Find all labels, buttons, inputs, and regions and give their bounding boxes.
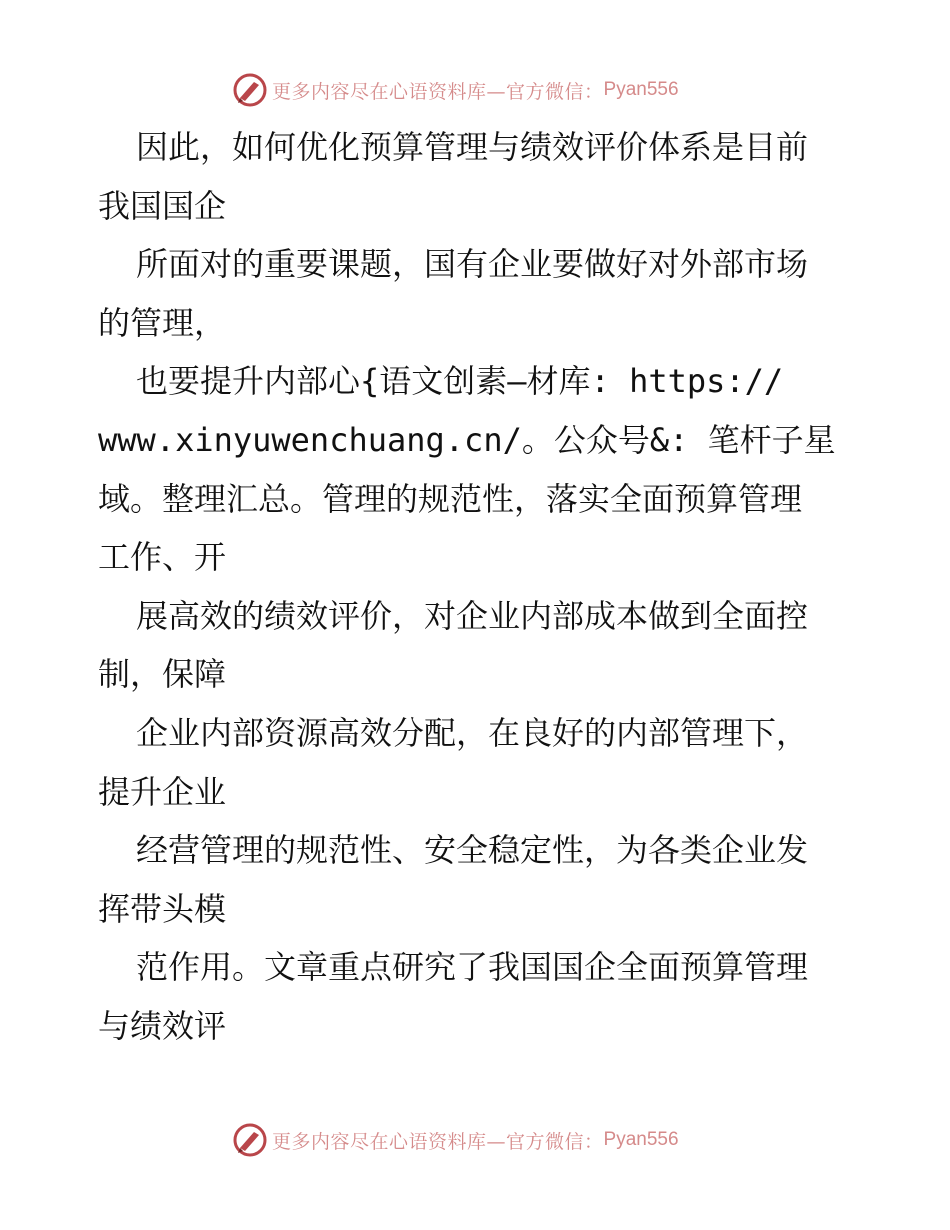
text-line: www.xinyuwenchuang.cn/。公众号&: 笔杆子星	[98, 420, 836, 459]
text-line: 提升企业	[98, 772, 227, 811]
text-line: 制，保障	[98, 655, 227, 694]
footer-banner-wechat: Pyan556	[603, 1129, 679, 1150]
text-line: 企业内部资源高效分配，在良好的内部管理下，	[136, 713, 809, 752]
pen-logo-icon	[232, 1122, 268, 1158]
text-line: 范作用。文章重点研究了我国国企全面预算管理	[136, 948, 809, 987]
text-line: 的管理，	[98, 303, 227, 342]
footer-banner	[232, 1120, 679, 1160]
footer-banner-text: 更多内容尽在心语资料库—官方微信：	[272, 1130, 604, 1153]
text-line: 与绩效评	[98, 1006, 227, 1045]
text-line: 经营管理的规范性、安全稳定性，为各类企业发	[136, 831, 809, 870]
header-banner	[232, 70, 679, 110]
body-text	[98, 118, 858, 1056]
text-line: 所面对的重要课题，国有企业要做好对外部市场	[136, 245, 809, 284]
text-line: 展高效的绩效评价，对企业内部成本做到全面控	[136, 596, 809, 635]
text-line: 挥带头模	[98, 889, 227, 928]
text-line: 因此，如何优化预算管理与绩效评价体系是目前	[136, 128, 809, 166]
pen-logo-icon	[232, 72, 268, 108]
header-banner-text: 更多内容尽在心语资料库—官方微信：	[272, 80, 604, 103]
header-banner-wechat: Pyan556	[603, 79, 679, 100]
text-line: 我国国企	[98, 186, 227, 225]
text-line: 也要提升内部心{语文创素—材库: https://	[136, 362, 784, 401]
text-line: 域。整理汇总。管理的规范性，落实全面预算管理	[98, 479, 803, 518]
text-line: 工作、开	[98, 538, 227, 577]
